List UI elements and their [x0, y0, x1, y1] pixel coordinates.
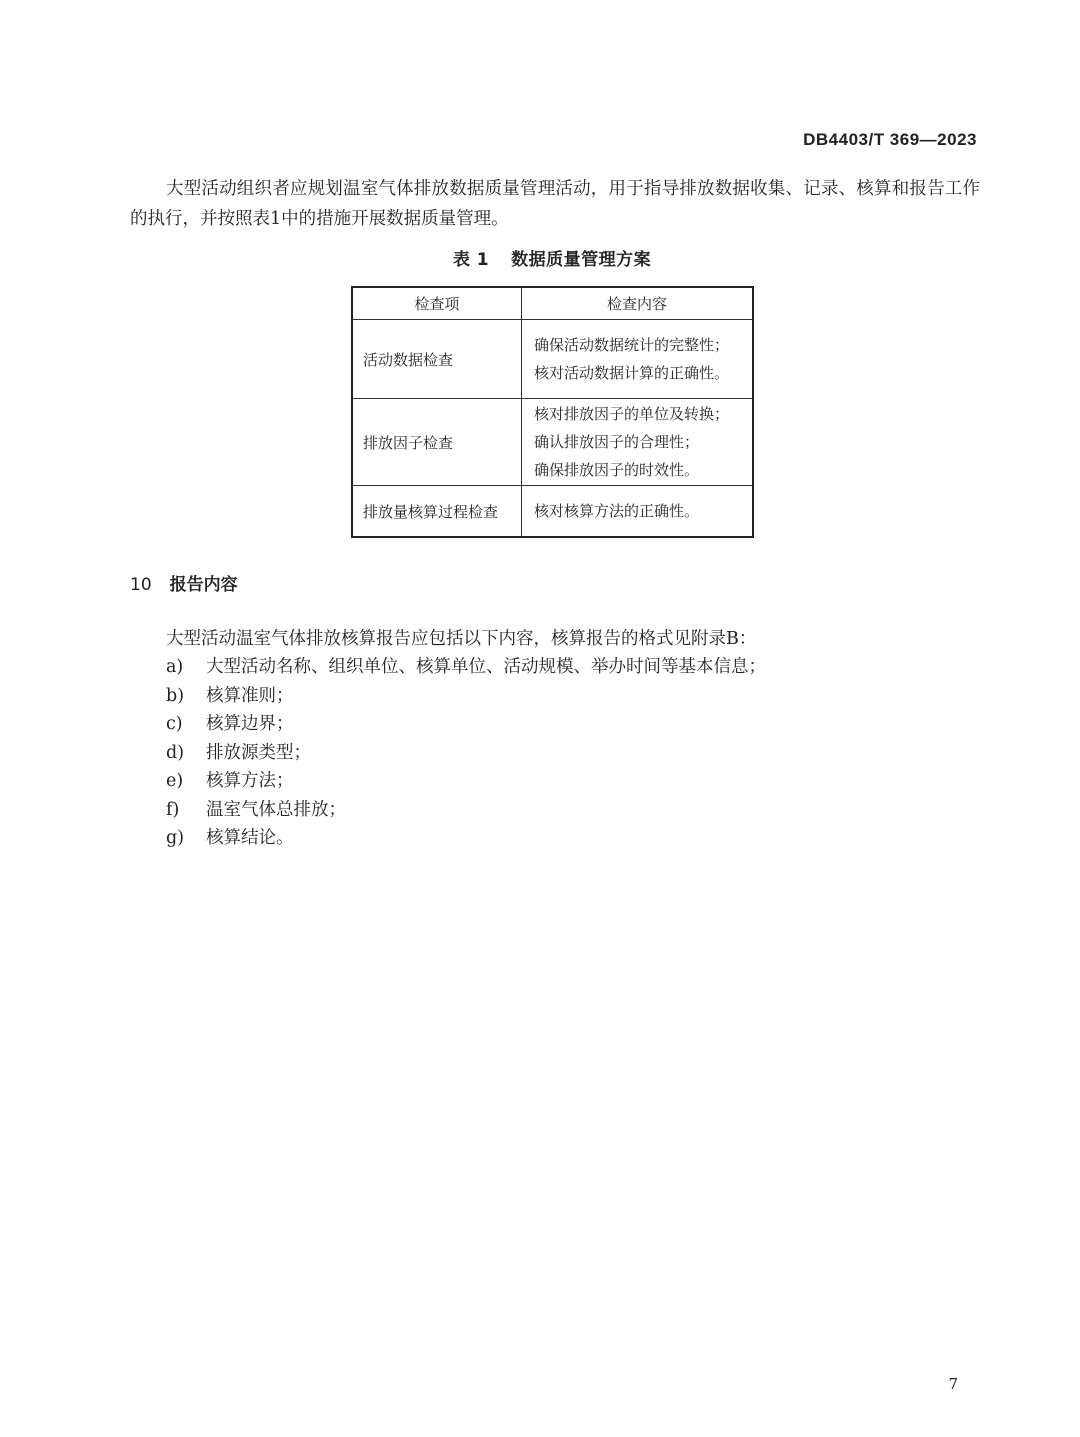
table-cell-item: 活动数据检查 — [352, 320, 522, 399]
list-item — [166, 796, 766, 825]
table-cell-item: 排放量核算过程检查 — [352, 486, 522, 538]
list-item — [166, 710, 766, 739]
list-item — [166, 767, 766, 796]
column-header-check-content: 检查内容 — [522, 287, 754, 320]
list-item — [166, 653, 766, 682]
list-item-text: 大型活动名称、组织单位、核算单位、活动规模、举办时间等基本信息； — [206, 657, 766, 677]
table-row — [352, 399, 753, 486]
content-line: 核对排放因子的单位及转换； — [534, 405, 730, 423]
table-cell-content — [522, 486, 754, 538]
list-item-mark: f) — [166, 799, 180, 820]
list-item-mark: d) — [166, 742, 185, 763]
page-number: 7 — [948, 1375, 958, 1393]
content-line: 确认排放因子的合理性； — [534, 433, 700, 451]
report-intro-paragraph: 大型活动温室气体排放核算报告应包括以下内容，核算报告的格式见附录B： — [166, 629, 757, 649]
data-quality-table — [351, 286, 754, 538]
list-item — [166, 739, 766, 768]
list-item-text: 排放源类型； — [206, 742, 311, 763]
table-row — [352, 320, 753, 399]
table-caption-number: 表 1 — [452, 250, 490, 270]
list-item — [166, 682, 766, 711]
list-item-text: 核算结论。 — [206, 828, 294, 848]
column-header-check-item: 检查项 — [352, 287, 522, 320]
report-content-list — [166, 653, 766, 853]
list-item — [166, 824, 766, 853]
list-item-mark: e) — [166, 771, 184, 791]
table-caption — [0, 245, 1080, 270]
list-item-text: 核算边界； — [206, 714, 294, 734]
list-item-text: 核算方法； — [206, 771, 294, 791]
section-title: 报告内容 — [169, 575, 238, 595]
content-line: 核对核算方法的正确性。 — [534, 502, 700, 520]
document-code: DB4403/T 369—2023 — [803, 130, 977, 149]
intro-paragraph: 大型活动组织者应规划温室气体排放数据质量管理活动，用于指导排放数据收集、记录、核算和报告工作的执行，并按照表1中的措施开展数据质量管理。 — [130, 179, 980, 229]
table-cell-content — [522, 399, 754, 486]
section-heading — [130, 570, 238, 595]
content-line: 核对活动数据计算的正确性。 — [534, 364, 730, 382]
list-item-mark: g) — [166, 828, 185, 848]
list-item-text: 温室气体总排放； — [206, 799, 346, 820]
list-item-mark: c) — [166, 714, 183, 734]
table-caption-title: 数据质量管理方案 — [511, 250, 652, 270]
list-item-text: 核算准则； — [206, 685, 294, 706]
table-cell-content — [522, 320, 754, 399]
table-row — [352, 486, 753, 538]
table-cell-item: 排放因子检查 — [352, 399, 522, 486]
list-item-mark: a) — [166, 657, 184, 677]
section-number: 10 — [130, 575, 152, 595]
list-item-mark: b) — [166, 685, 185, 706]
content-line: 确保排放因子的时效性。 — [534, 461, 700, 479]
table-header-row — [352, 287, 753, 320]
content-line: 确保活动数据统计的完整性； — [534, 336, 730, 354]
